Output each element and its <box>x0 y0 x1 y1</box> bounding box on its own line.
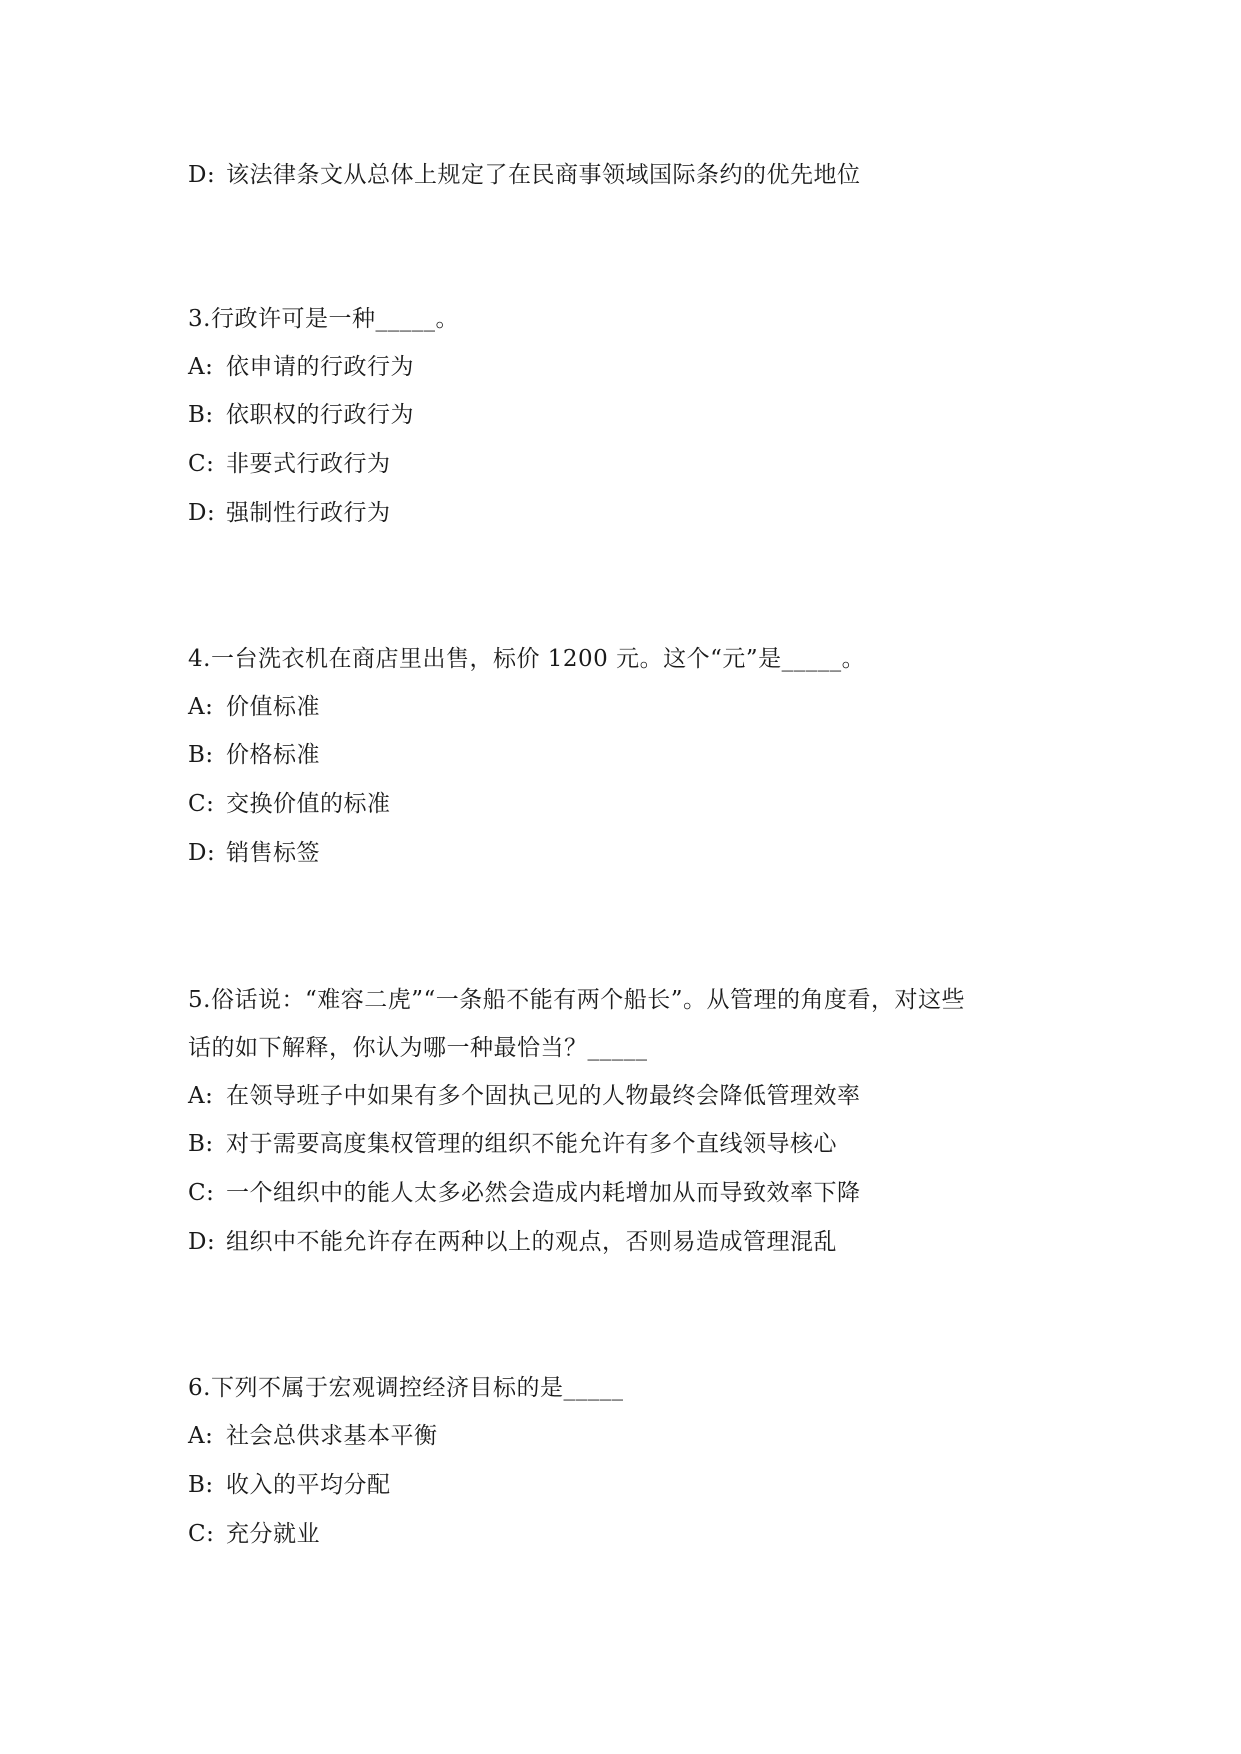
question-text: 俗话说：“难容二虎”“一条船不能有两个船长”。从管理的角度看，对这些 <box>210 987 965 1013</box>
option-letter: A: <box>188 1423 214 1449</box>
option-text: 依申请的行政行为 <box>226 354 414 380</box>
question-4-stem <box>188 644 865 674</box>
q5-option-c <box>188 1178 861 1208</box>
option-text: 该法律条文从总体上规定了在民商事领域国际条约的优先地位 <box>226 162 861 188</box>
q5-option-b <box>188 1129 837 1159</box>
q6-option-a <box>188 1421 438 1451</box>
option-text: 价值标准 <box>226 694 320 720</box>
option-letter: B: <box>188 1131 214 1157</box>
question-number: 4. <box>188 646 211 672</box>
option-text: 收入的平均分配 <box>226 1472 391 1498</box>
option-letter: A: <box>188 354 214 380</box>
option-letter: D: <box>188 500 216 526</box>
q3-option-d <box>188 498 391 528</box>
q3-option-b <box>188 400 414 430</box>
option-letter: D: <box>188 162 216 188</box>
question-text: 行政许可是一种_____。 <box>210 306 459 332</box>
option-text: 交换价值的标准 <box>226 791 391 817</box>
option-letter: B: <box>188 402 214 428</box>
question-text: 下列不属于宏观调控经济目标的是_____ <box>210 1375 624 1401</box>
option-text: 在领导班子中如果有多个固执己见的人物最终会降低管理效率 <box>226 1083 861 1109</box>
option-letter: C: <box>188 1180 215 1206</box>
q6-option-c <box>188 1519 320 1549</box>
option-letter: D: <box>188 1229 216 1255</box>
question-number: 3. <box>188 306 211 332</box>
option-letter: C: <box>188 791 215 817</box>
question-5-stem-line1 <box>188 985 965 1015</box>
question-text: 一台洗衣机在商店里出售，标价 1200 元。这个“元”是_____。 <box>210 646 866 672</box>
q4-option-a <box>188 692 320 722</box>
option-text: 组织中不能允许存在两种以上的观点，否则易造成管理混乱 <box>226 1229 837 1255</box>
question-6-stem <box>188 1373 623 1403</box>
option-text: 一个组织中的能人太多必然会造成内耗增加从而导致效率下降 <box>226 1180 861 1206</box>
q3-option-a <box>188 352 414 382</box>
option-text: 强制性行政行为 <box>226 500 391 526</box>
option-text: 对于需要高度集权管理的组织不能允许有多个直线领导核心 <box>226 1131 837 1157</box>
question-text: 话的如下解释，你认为哪一种最恰当？_____ <box>188 1035 648 1061</box>
option-text: 社会总供求基本平衡 <box>226 1423 438 1449</box>
option-text: 依职权的行政行为 <box>226 402 414 428</box>
option-text: 价格标准 <box>226 742 320 768</box>
q5-option-d <box>188 1227 837 1257</box>
option-letter: B: <box>188 742 214 768</box>
q5-option-a <box>188 1081 861 1111</box>
q6-option-b <box>188 1470 391 1500</box>
q4-option-d <box>188 838 320 868</box>
q4-option-c <box>188 789 391 819</box>
option-letter: C: <box>188 451 215 477</box>
question-number: 6. <box>188 1375 211 1401</box>
q3-option-c <box>188 449 391 479</box>
option-letter: A: <box>188 694 214 720</box>
option-text: 非要式行政行为 <box>226 451 391 477</box>
question-5-stem-line2 <box>188 1033 648 1063</box>
option-letter: C: <box>188 1521 215 1547</box>
option-letter: A: <box>188 1083 214 1109</box>
option-text: 充分就业 <box>226 1521 320 1547</box>
option-letter: D: <box>188 840 216 866</box>
question-3-stem <box>188 304 459 334</box>
option-letter: B: <box>188 1472 214 1498</box>
question-number: 5. <box>188 987 211 1013</box>
option-d-prev <box>188 160 861 190</box>
q4-option-b <box>188 740 320 770</box>
option-text: 销售标签 <box>226 840 320 866</box>
